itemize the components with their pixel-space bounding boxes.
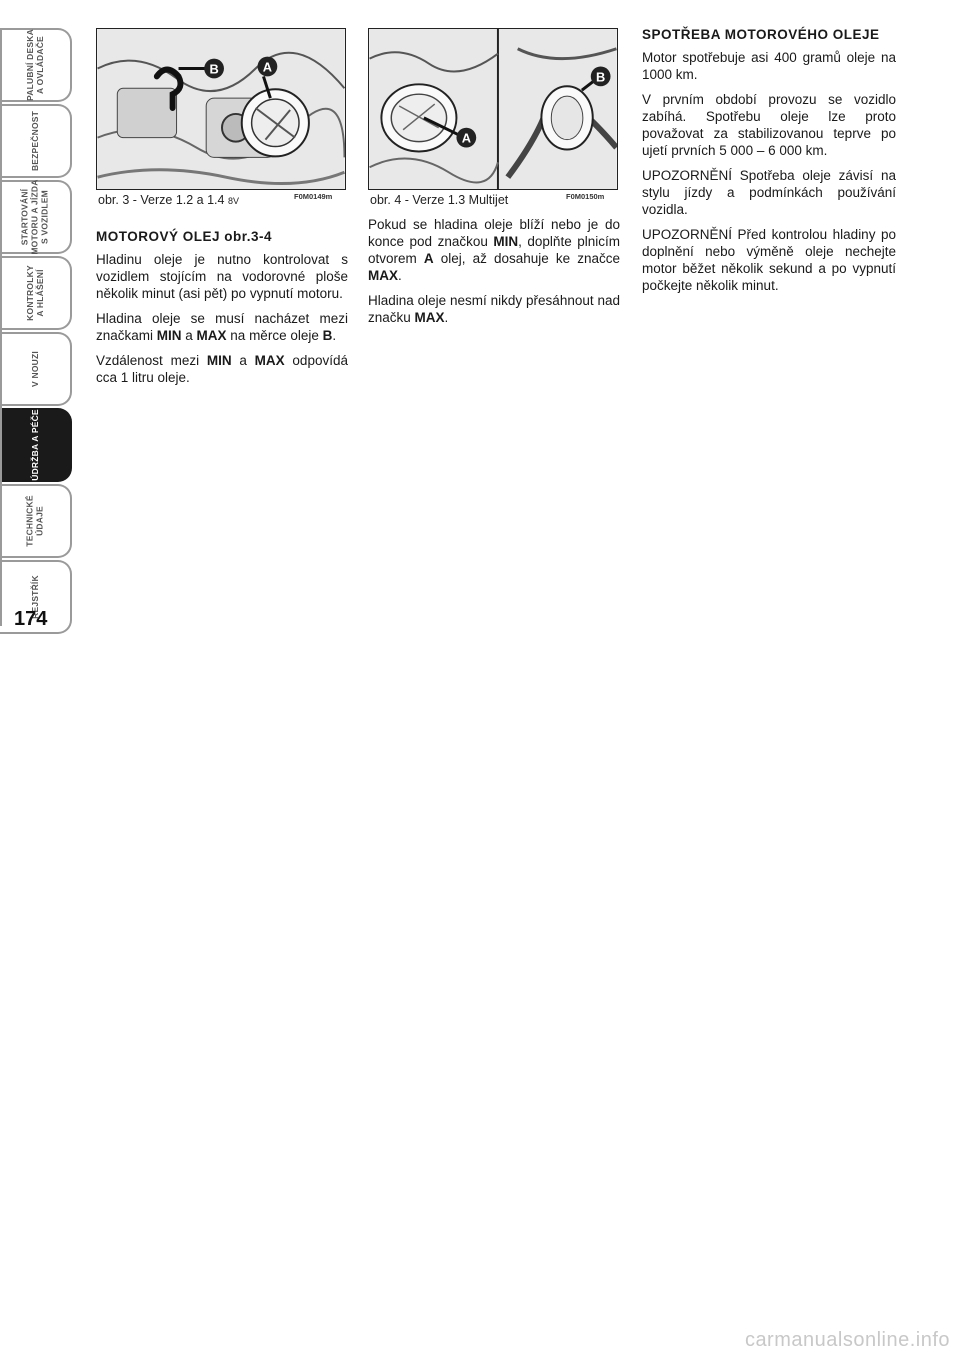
column-3	[642, 26, 896, 302]
paragraph-warning-style: UPOZORNĚNÍ Spotřeba oleje závisí na stylu jízdy a podmínkách používání vozidla.	[642, 168, 896, 217]
tab-startovani[interactable]: STARTOVÁNÍ MOTORU A JÍZDA S VOZIDLEM	[0, 180, 72, 254]
page-number: 174	[14, 608, 48, 630]
label-b-fig3: B	[209, 61, 219, 77]
figure-4-engine-1-3-multijet	[368, 28, 618, 190]
label-a-fig4: A	[461, 130, 471, 146]
tab-palubni-deska[interactable]: PALUBNÍ DESKA A OVLÁDAČE	[0, 28, 72, 102]
figure-3-engine-1-2-1-4	[96, 28, 346, 190]
watermark: carmanualsonline.info	[744, 1329, 950, 1351]
paragraph-never-exceed: Hladina oleje nesmí nikdy přesáhnout nad značku MAX.	[368, 293, 620, 325]
figure-4-caption: obr. 4 - Verze 1.3 Multijet	[370, 193, 509, 207]
paragraph-warning-check: UPOZORNĚNÍ Před kontrolou hladiny po doplnění nebo výměně oleje nechejte motor běžet několik sekund a po vypnutí počkejte několik minut.	[642, 227, 896, 293]
figure-3-code: F0M0149m	[294, 192, 333, 201]
tab-kontrolky[interactable]: KONTROLKY A HLÁŠENÍ	[0, 256, 72, 330]
heading-motorovy-olej: MOTOROVÝ OLEJ obr.3-4	[96, 229, 273, 244]
engine-illustration-fig4	[369, 29, 617, 189]
tab-edge-line	[0, 28, 2, 626]
paragraph-check-level: Hladinu oleje je nutno kontrolovat s vozidlem stojícím na vodorovné ploše několik minut (asi pět) po vypnutí motoru.	[96, 252, 348, 301]
figure-4-code: F0M0150m	[566, 192, 605, 201]
paragraph-break-in: V prvním období provozu se vozidlo zabíhá. Spotřebu oleje lze proto považovat za stabilizovanou teprve po ujetí prvních 5 000 – 6 000 km.	[642, 92, 896, 158]
engine-illustration-fig3	[97, 29, 345, 189]
paragraph-min-max-marks: Hladina oleje se musí nacházet mezi značkami MIN a MAX na měrce oleje B.	[96, 311, 348, 343]
paragraph-min-max-distance: Vzdálenost mezi MIN a MAX odpovídá cca 1 litru oleje.	[96, 353, 348, 385]
tab-technicke-udaje[interactable]: TECHNICKÉ ÚDAJE	[0, 484, 72, 558]
tab-v-nouzi[interactable]: V NOUZI	[0, 332, 72, 406]
paragraph-consumption: Motor spotřebuje asi 400 gramů oleje na 1000 km.	[642, 50, 896, 82]
paragraph-refill: Pokud se hladina oleje blíží nebo je do konce pod značkou MIN, doplňte plnicím otvorem A olej, až dosahuje ke značce MAX.	[368, 217, 620, 283]
label-a-fig3: A	[262, 59, 273, 75]
column-1	[96, 228, 348, 394]
tab-udrzba-a-pece[interactable]: ÚDRŽBA A PÉČE	[0, 408, 72, 482]
tab-bezpecnost[interactable]: BEZPEČNOST	[0, 104, 72, 178]
figure-3-caption: obr. 3 - Verze 1.2 a 1.4 8V	[98, 193, 239, 207]
tab-rejstrik[interactable]: REJSTŘÍK	[0, 560, 72, 634]
column-2	[368, 216, 620, 334]
label-b-fig4: B	[596, 69, 606, 85]
heading-spotreba-oleje: SPOTŘEBA MOTOROVÉHO OLEJE	[642, 27, 880, 42]
